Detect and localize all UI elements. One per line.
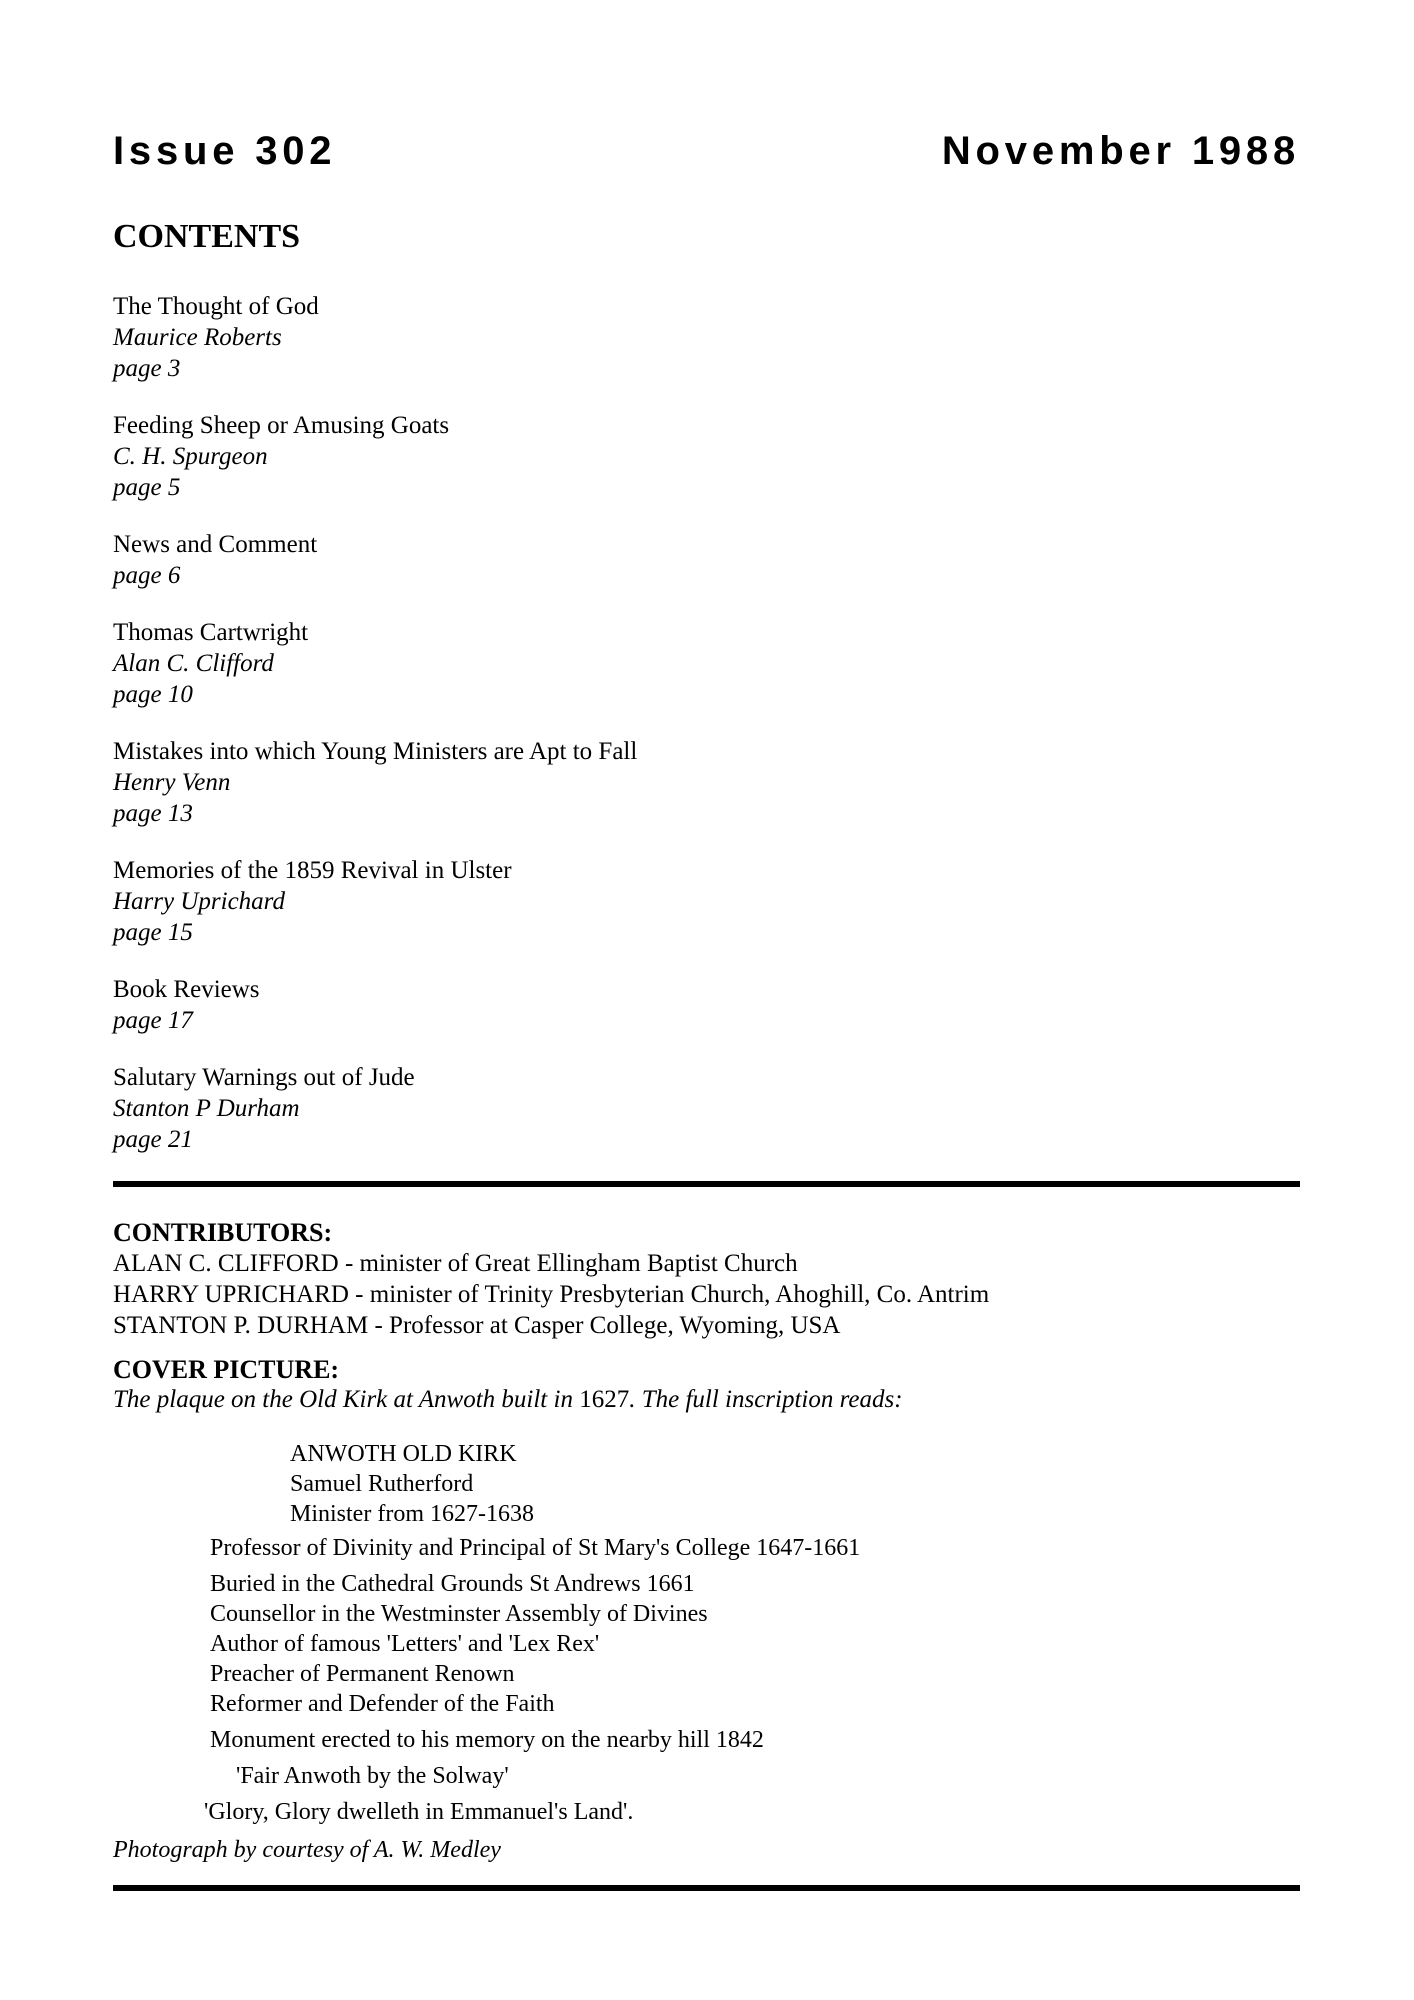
contents-entry [113, 1062, 1300, 1155]
page-header [113, 130, 1300, 172]
issue-date: November 1988 [941, 129, 1300, 173]
contributors-section [113, 1217, 1300, 1341]
article-page: page 3 [113, 355, 181, 382]
inscription-line: Professor of Divinity and Principal of St Mary's College 1647-1661 [210, 1535, 861, 1561]
contents-list [113, 291, 1300, 1155]
article-page: page 6 [113, 562, 181, 589]
inscription-line: Reformer and Defender of the Faith [210, 1691, 555, 1717]
contents-entry [113, 974, 1300, 1036]
article-title: Salutary Warnings out of Jude [113, 1064, 415, 1091]
issue-number: Issue 302 [113, 129, 337, 173]
cover-picture-section [113, 1355, 1300, 1865]
horizontal-rule-top [113, 1181, 1300, 1187]
inscription-line: Buried in the Cathedral Grounds St Andrews 1661 [210, 1571, 695, 1597]
article-page: page 13 [113, 800, 193, 827]
article-page: page 21 [113, 1126, 193, 1153]
inscription-line: 'Fair Anwoth by the Solway' [236, 1763, 509, 1789]
inscription-line: Author of famous 'Letters' and 'Lex Rex' [210, 1631, 600, 1657]
article-title: Feeding Sheep or Amusing Goats [113, 412, 450, 439]
article-title: News and Comment [113, 531, 318, 558]
article-title: Mistakes into which Young Ministers are Apt to Fall [113, 738, 638, 765]
article-author: Henry Venn [113, 769, 231, 796]
inscription-line: Counsellor in the Westminster Assembly of Divines [210, 1601, 708, 1627]
article-title: Memories of the 1859 Revival in Ulster [113, 857, 512, 884]
caption-year: 1627 [579, 1386, 630, 1413]
inscription-line: Preacher of Permanent Renown [210, 1661, 515, 1687]
article-page: page 17 [113, 1007, 193, 1034]
caption-text-before: The plaque on the Old Kirk at Anwoth built in [113, 1386, 580, 1413]
inscription-line: Minister from 1627-1638 [290, 1501, 534, 1527]
article-title: Thomas Cartwright [113, 619, 309, 646]
article-page: page 5 [113, 474, 181, 501]
article-author: Stanton P Durham [113, 1095, 300, 1122]
inscription-line: Samuel Rutherford [290, 1471, 474, 1497]
horizontal-rule-bottom [113, 1885, 1300, 1891]
contents-entry [113, 410, 1300, 503]
article-author: Maurice Roberts [113, 324, 282, 351]
article-author: Harry Uprichard [113, 888, 285, 915]
contents-entry [113, 529, 1300, 591]
article-title: The Thought of God [113, 293, 319, 320]
article-page: page 15 [113, 919, 193, 946]
contents-entry [113, 291, 1300, 384]
photograph-credit: Photograph by courtesy of A. W. Medley [113, 1837, 501, 1863]
caption-text-after: . The full inscription reads: [629, 1386, 903, 1413]
contributor-line: HARRY UPRICHARD - minister of Trinity Presbyterian Church, Ahoghill, Co. Antrim [113, 1281, 990, 1308]
cover-picture-heading: COVER PICTURE: [113, 1355, 340, 1384]
article-author: C. H. Spurgeon [113, 443, 268, 470]
contents-heading: CONTENTS [113, 218, 301, 255]
article-page: page 10 [113, 681, 193, 708]
contents-entry [113, 855, 1300, 948]
contributor-line: STANTON P. DURHAM - Professor at Casper College, Wyoming, USA [113, 1312, 841, 1339]
cover-picture-caption [113, 1385, 1300, 1415]
contents-entry [113, 736, 1300, 829]
contributor-line: ALAN C. CLIFFORD - minister of Great Ellingham Baptist Church [113, 1250, 798, 1277]
contents-entry [113, 617, 1300, 710]
plaque-inscription [113, 1439, 1300, 1827]
contributors-heading: CONTRIBUTORS: [113, 1218, 333, 1247]
inscription-line: 'Glory, Glory dwelleth in Emmanuel's Land'. [204, 1799, 634, 1825]
article-author: Alan C. Clifford [113, 650, 274, 677]
inscription-line: ANWOTH OLD KIRK [290, 1441, 517, 1467]
article-title: Book Reviews [113, 976, 260, 1003]
inscription-line: Monument erected to his memory on the nearby hill 1842 [210, 1727, 764, 1753]
